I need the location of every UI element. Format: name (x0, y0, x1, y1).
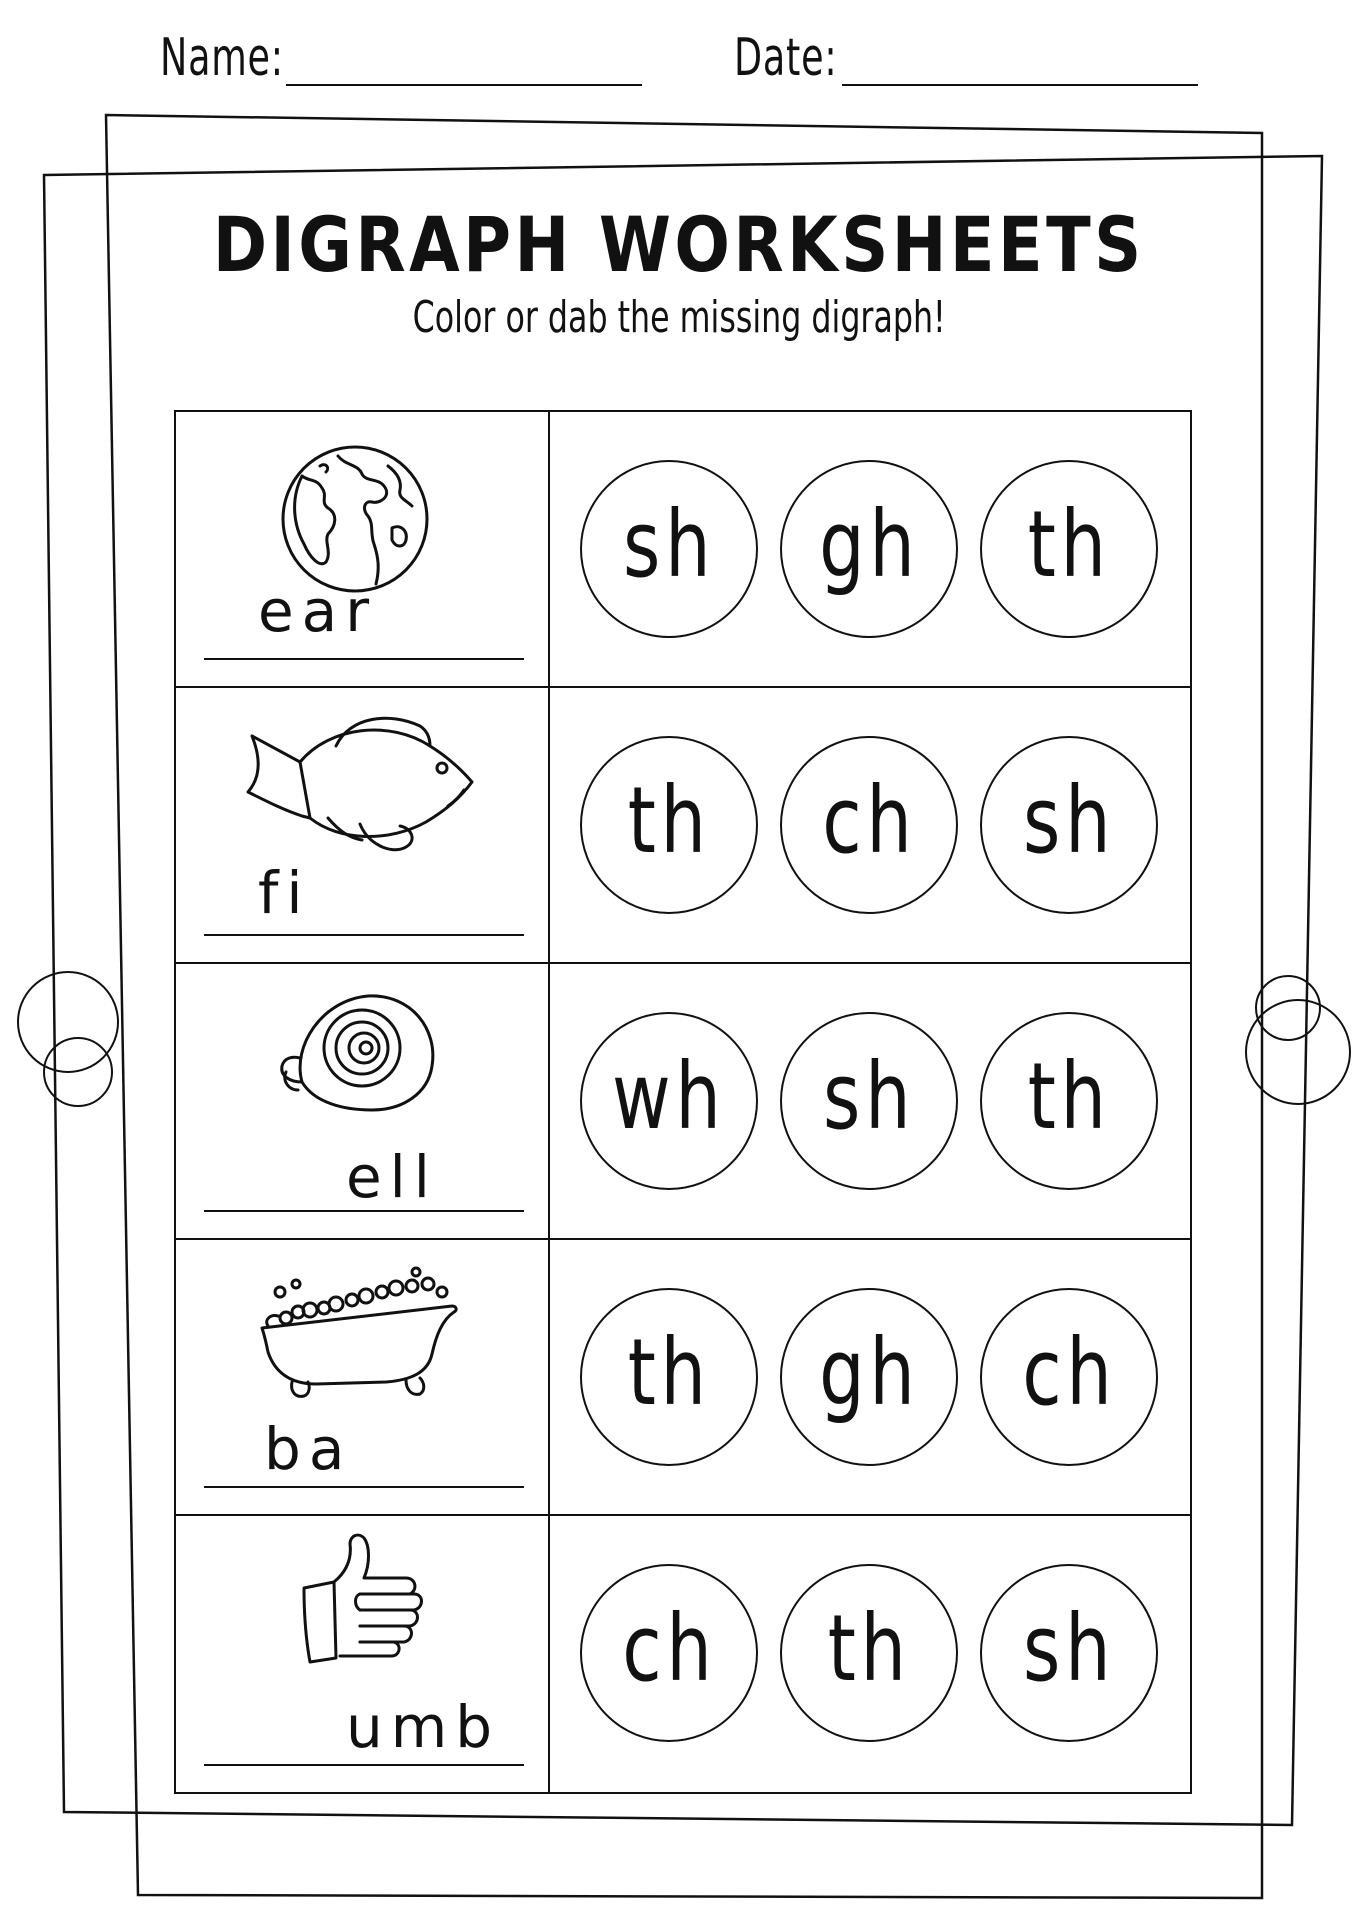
name-write-line[interactable] (286, 84, 642, 86)
picture-cell (176, 1516, 550, 1792)
instructions (0, 292, 1358, 343)
digraph-option-label: ch (1021, 1319, 1117, 1426)
digraph-option-label: th (1027, 491, 1111, 598)
instructions-text: Color or dab the missing digraph! (412, 292, 946, 343)
digraph-option[interactable] (780, 736, 958, 914)
digraph-option-label: th (827, 1595, 911, 1702)
picture-cell (176, 412, 550, 686)
digraph-option[interactable] (580, 736, 758, 914)
binder-ring-right (1246, 976, 1350, 1104)
digraph-option-label: sh (1022, 1595, 1116, 1702)
digraph-option[interactable] (580, 1012, 758, 1190)
answer-line[interactable] (204, 934, 524, 936)
worksheet-row (176, 1240, 1190, 1516)
digraph-option[interactable] (980, 1288, 1158, 1466)
digraph-option-label: ch (621, 1595, 717, 1702)
digraph-option[interactable] (980, 460, 1158, 638)
answer-line[interactable] (204, 1210, 524, 1212)
worksheet-row (176, 688, 1190, 964)
options-cell (550, 1516, 1190, 1792)
picture-cell (176, 964, 550, 1238)
options-cell (550, 412, 1190, 686)
digraph-option[interactable] (580, 1564, 758, 1742)
options-cell (550, 688, 1190, 962)
options-cell (550, 964, 1190, 1238)
date-field (734, 28, 867, 88)
answer-line[interactable] (204, 1764, 524, 1766)
binder-ring-left (18, 972, 118, 1106)
shell-icon (272, 986, 442, 1116)
digraph-option[interactable] (780, 1564, 958, 1742)
digraph-option-label: sh (822, 1043, 916, 1150)
digraph-option-label: gh (818, 1319, 920, 1426)
worksheet-table (174, 410, 1192, 1794)
digraph-option[interactable] (980, 1564, 1158, 1742)
worksheet-row (176, 1516, 1190, 1792)
name-field (160, 28, 319, 88)
answer-line[interactable] (204, 1486, 524, 1488)
worksheet-row (176, 412, 1190, 688)
digraph-option-label: th (1027, 1043, 1111, 1150)
worksheet-row (176, 964, 1190, 1240)
bathtub-icon (256, 1266, 466, 1406)
page-title-text: DIGRAPH WORKSHEETS (213, 200, 1145, 289)
name-label: Name: (160, 28, 284, 88)
digraph-option[interactable] (580, 460, 758, 638)
date-write-line[interactable] (842, 84, 1198, 86)
digraph-option-label: ch (821, 767, 917, 874)
digraph-option-label: sh (1022, 767, 1116, 874)
digraph-option-label: th (627, 1319, 711, 1426)
word-part: umb (346, 1693, 501, 1761)
answer-line[interactable] (204, 658, 524, 660)
digraph-option[interactable] (980, 1012, 1158, 1190)
date-label: Date: (734, 28, 838, 88)
digraph-option-label: sh (622, 491, 716, 598)
options-cell (550, 1240, 1190, 1514)
fish-icon (240, 706, 480, 866)
digraph-option[interactable] (780, 460, 958, 638)
digraph-option[interactable] (780, 1288, 958, 1466)
word-part: fi (258, 859, 311, 927)
globe-icon (280, 444, 430, 594)
digraph-option-label: gh (818, 491, 920, 598)
word-part: ell (346, 1143, 438, 1211)
digraph-option[interactable] (580, 1288, 758, 1466)
picture-cell (176, 688, 550, 962)
digraph-option-label: th (627, 767, 711, 874)
word-part: ba (264, 1415, 353, 1483)
digraph-option[interactable] (780, 1012, 958, 1190)
page-title (0, 200, 1358, 289)
picture-cell (176, 1240, 550, 1514)
digraph-option-label: wh (612, 1043, 726, 1150)
digraph-option[interactable] (980, 736, 1158, 914)
word-part: ear (258, 577, 378, 645)
thumbs-up-icon (300, 1530, 430, 1670)
